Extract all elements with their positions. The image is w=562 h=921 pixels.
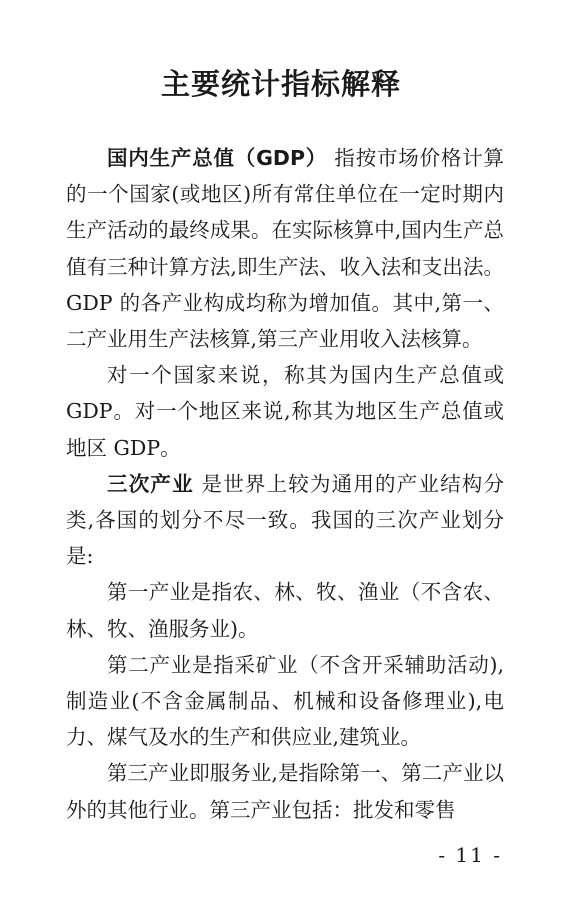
paragraph-text: 是世界上较为通用的产业结构分类,各国的划分不尽一致。我国的三次产业划分是: <box>66 471 505 569</box>
paragraph-country-region <box>66 357 504 466</box>
page-number: - 11 - <box>438 843 502 867</box>
paragraph-secondary-industry <box>66 647 504 756</box>
paragraph-text: 指按市场价格计算的一个国家(或地区)所有常住单位在一定时期内生产活动的最终成果。在实际核算中,国内生产总值有三种计算方法,即生产法、收入法和支出法。GDP 的各产业构成均称为增加值。其中,第一、二产业用生产法核算,第三产业用收入法核算。 <box>66 146 505 352</box>
paragraph-primary-industry <box>66 574 504 646</box>
paragraph-text: 对一个国家来说，称其为国内生产总值或 GDP。对一个地区来说,称其为地区生产总值或地区 GDP。 <box>66 363 504 460</box>
paragraph-text: 第一产业是指农、林、牧、渔业（不含农、林、牧、渔服务业)。 <box>66 580 504 641</box>
paragraph-text: 第二产业是指采矿业（不含开采辅助活动),制造业(不含金属制品、机械和设备修理业),电力、煤气及水的生产和供应业,建筑业。 <box>66 652 504 750</box>
paragraph-gdp <box>66 140 504 357</box>
term-three-industries: 三次产业 <box>107 471 194 496</box>
term-gdp: 国内生产总值（GDP） <box>107 146 328 170</box>
paragraph-tertiary-industry <box>66 755 504 827</box>
page-title: 主要统计指标解释 <box>160 67 401 101</box>
paragraph-text: 第三产业即服务业,是指除第一、第二产业以外的其他行业。第三产业包括：批发和零售 <box>66 761 504 822</box>
document-body <box>66 140 504 828</box>
paragraph-three-industries <box>66 466 504 575</box>
